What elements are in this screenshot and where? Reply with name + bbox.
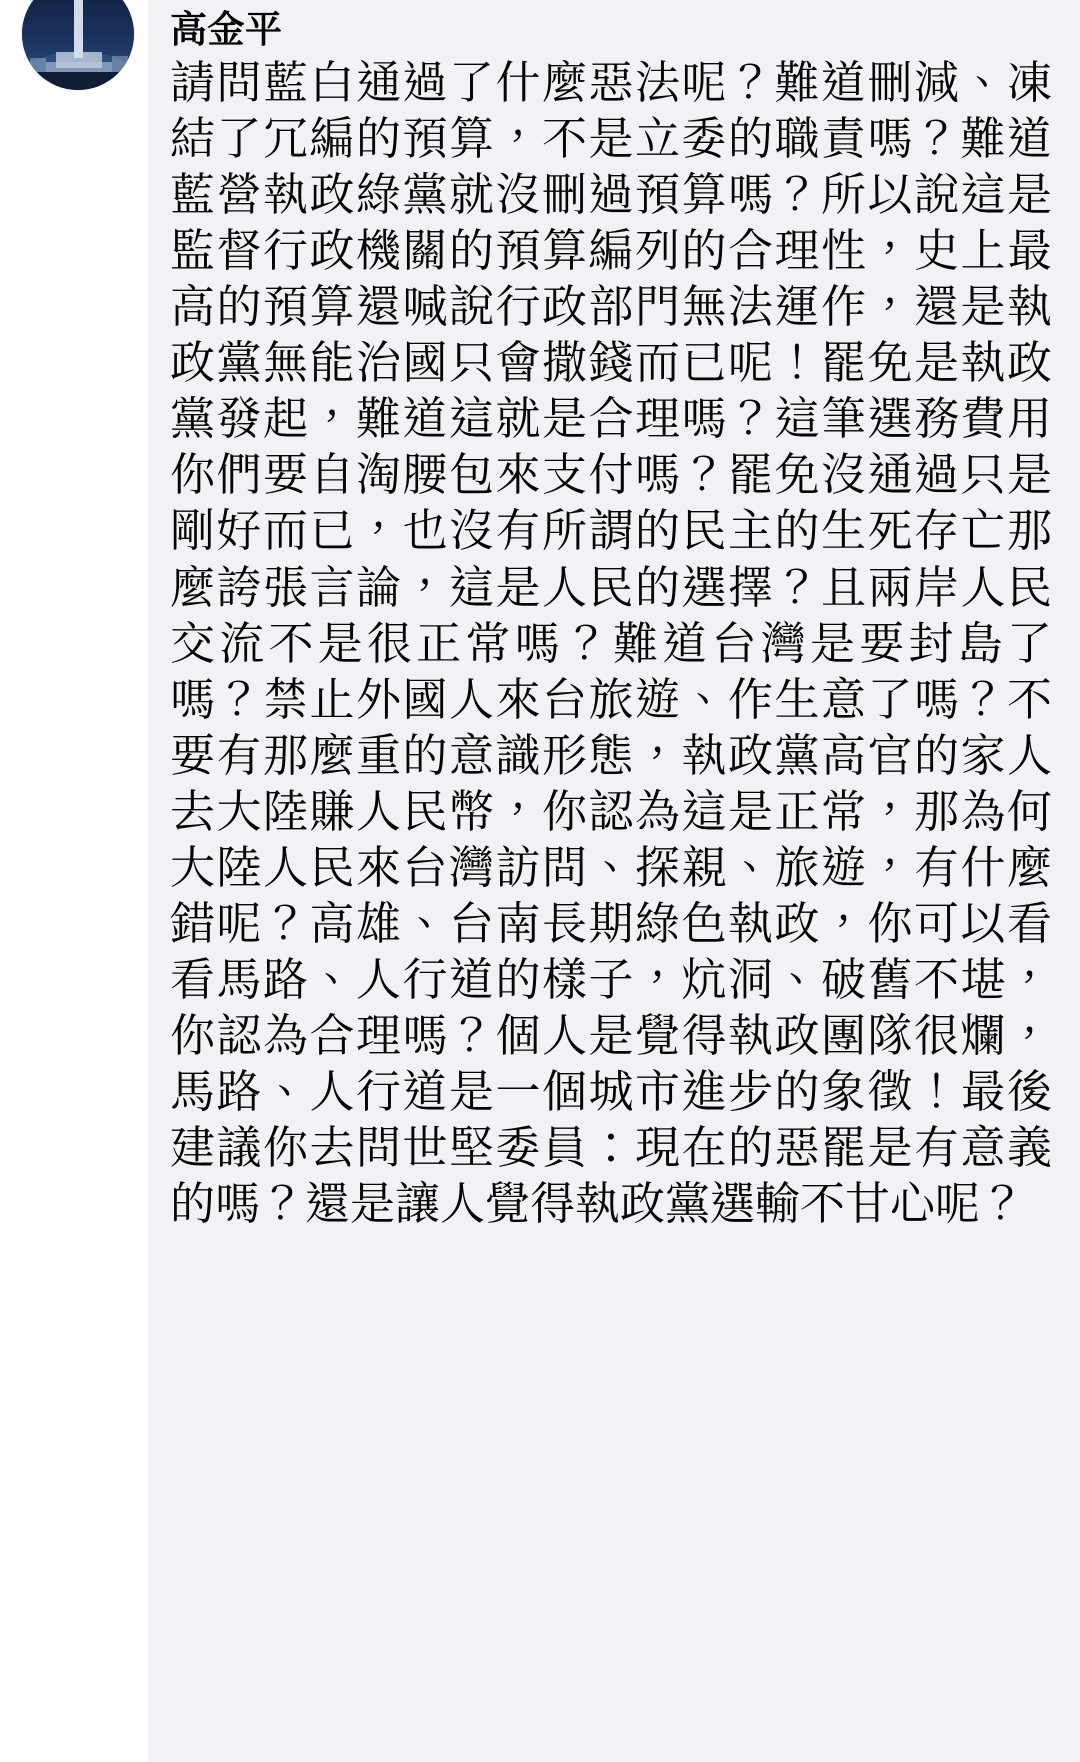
avatar[interactable] [22,0,134,90]
avatar-image [22,0,134,90]
comment-body-text: 請問藍白通過了什麼惡法呢？難道刪減、凍結了冗編的預算，不是立委的職責嗎？難道藍營執政綠黨就沒刪過預算嗎？所以說這是監督行政機關的預算編列的合理性，史上最高的預算還喊說行政部門無法運作，還是執政黨無能治國只會撒錢而已呢！罷免是執政黨發起，難道這就是合理嗎？這筆選務費用你們要自淘腰包來支付嗎？罷免沒通過只是剛好而已，也沒有所謂的民主的生死存亡那麼誇張言論，這是人民的選擇？且兩岸人民交流不是很正常嗎？難道台灣是要封島了嗎？禁止外國人來台旅遊、作生意了嗎？不要有那麼重的意識形態，執政黨高官的家人去大陸賺人民幣，你認為這是正常，那為何大陸人民來台灣訪問、探親、旅遊，有什麼錯呢？高雄、台南長期綠色執政，你可以看看馬路、人行道的樣子，炕洞、破舊不堪，你認為合理嗎？個人是覺得執政團隊很爛，馬路、人行道是一個城市進步的象徵！最後建議你去問世堅委員：現在的惡罷是有意義的嗎？還是讓人覺得執政黨選輸不甘心呢？ [170,57,1052,1229]
comment-author-name[interactable]: 高金平 [170,9,283,50]
comment-bubble [148,0,1080,1762]
